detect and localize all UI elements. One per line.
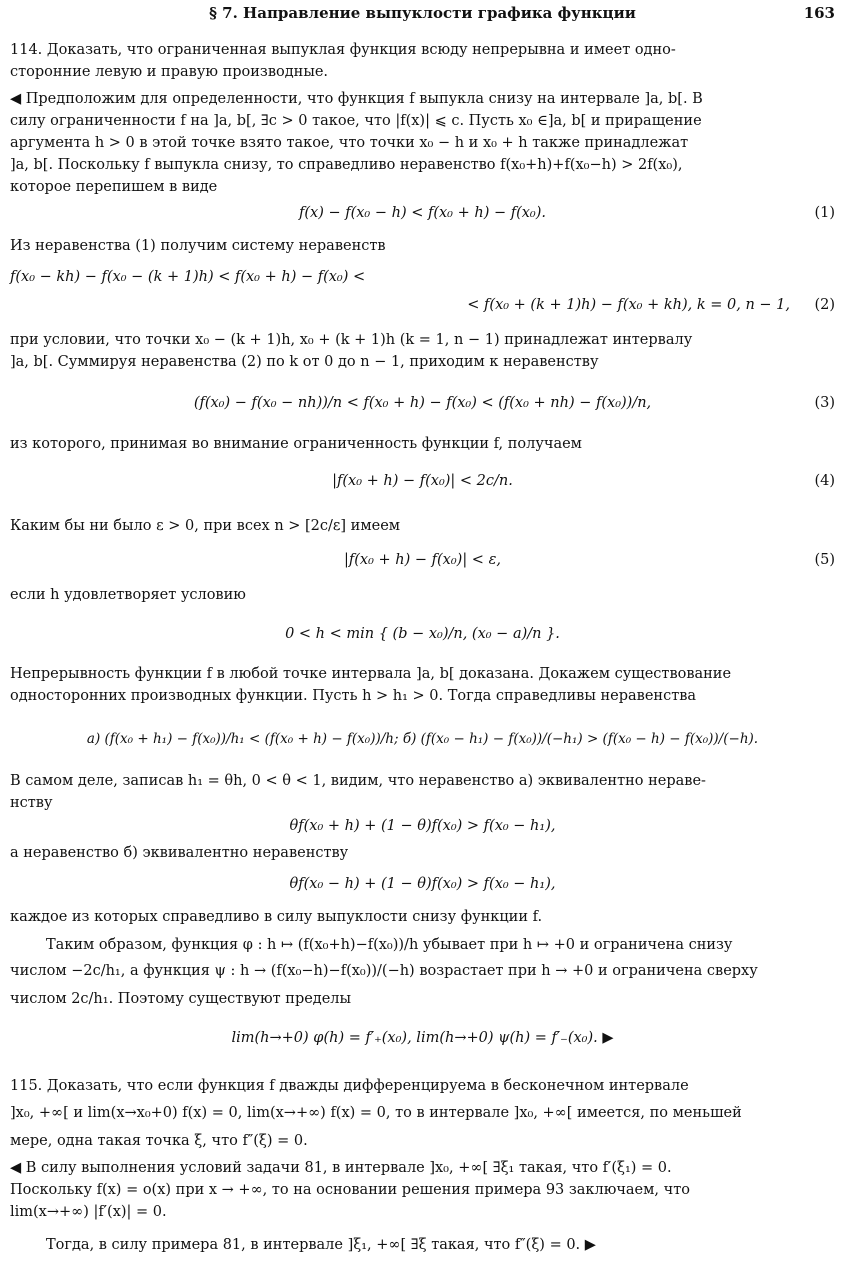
running-header — [10, 4, 835, 26]
text-line: нству — [10, 795, 53, 811]
text-line: Тогда, в силу примера 81, в интервале ]ξ₁, +∞[ ∃ξ такая, что f″(ξ) = 0. ▶ — [46, 1237, 596, 1253]
equation-formula: (f(x₀) − f(x₀ − nh))/n < f(x₀ + h) − f(x₀) < (f(x₀ + nh) − f(x₀))/n, — [193, 395, 652, 411]
text-line: из которого, принимая во внимание ограниченность функции f, получаем — [10, 436, 582, 452]
text-line: которое перепишем в виде — [10, 179, 218, 195]
equation-formula: < f(x₀ + (k + 1)h) − f(x₀ + kh), k = 0, n − 1, — [467, 297, 790, 313]
equation-formula: θf(x₀ + h) + (1 − θ)f(x₀) > f(x₀ − h₁), — [289, 818, 556, 834]
text-line: силу ограниченности f на ]a, b[, ∃c > 0 такое, что |f(x)| ⩽ c. Пусть x₀ ∈]a, b[ и приращение — [10, 113, 702, 129]
text-line: каждое из которых справедливо в силу выпуклости снизу функции f. — [10, 909, 543, 925]
text-line: сторонние левую и правую производные. — [10, 64, 329, 80]
problem-114-statement: 114. Доказать, что ограниченная выпуклая функция всюду непрерывна и имеет одно- — [10, 42, 676, 58]
equation-number: (4) — [814, 473, 835, 489]
equation-formula: |f(x₀ + h) − f(x₀)| < 2c/n. — [332, 473, 513, 489]
text-line: а неравенство б) эквивалентно неравенству — [10, 845, 349, 861]
section-title: § 7. Направление выпуклости графика функции — [209, 4, 636, 22]
equation-formula: f(x₀ − kh) − f(x₀ − (k + 1)h) < f(x₀ + h) − f(x₀) < — [10, 269, 366, 285]
text-line: Непрерывность функции f в любой точке интервала ]a, b[ доказана. Докажем существование — [10, 666, 732, 682]
equation-formula: |f(x₀ + h) − f(x₀)| < ε, — [344, 552, 501, 568]
text-line: односторонних производных функции. Пусть h > h₁ > 0. Тогда справедливы неравенства — [10, 688, 697, 704]
text-line: Из неравенства (1) получим систему неравенств — [10, 238, 386, 254]
equation-formula: а) (f(x₀ + h₁) − f(x₀))/h₁ < (f(x₀ + h) − f(x₀))/h; б) (f(x₀ − h₁) − f(x₀))/(−h₁) > (f(x₀ − h) − f(x₀))/(−h). — [86, 731, 759, 747]
text-line: аргумента h > 0 в этой точке взято такое, что точки x₀ − h и x₀ + h также принадлежат — [10, 135, 689, 151]
text-line: числом −2c/h₁, а функция ψ : h → (f(x₀−h)−f(x₀))/(−h) возрастает при h → +0 и ограничена сверху — [10, 963, 758, 979]
text-line: Каким бы ни было ε > 0, при всех n > [2c/ε] имеем — [10, 518, 401, 534]
text-line: lim(x→+∞) |f′(x)| = 0. — [10, 1204, 167, 1220]
equation-number: (5) — [814, 552, 835, 568]
text-line: Поскольку f(x) = o(x) при x → +∞, то на основании решения примера 93 заключаем, что — [10, 1182, 690, 1198]
text-line: ]a, b[. Суммируя неравенства (2) по k от 0 до n − 1, приходим к неравенству — [10, 354, 599, 370]
text-line: Таким образом, функция φ : h ↦ (f(x₀+h)−f(x₀))/h убывает при h ↦ +0 и ограничена снизу — [46, 937, 733, 953]
equation-number: (3) — [814, 395, 835, 411]
text-line: В самом деле, записав h₁ = θh, 0 < θ < 1, видим, что неравенство а) эквивалентно нераве- — [10, 773, 706, 789]
page-number: 163 — [803, 4, 835, 22]
solution-start: ◀ В силу выполнения условий задачи 81, в интервале ]x₀, +∞[ ∃ξ₁ такая, что f′(ξ₁) = 0. — [10, 1160, 672, 1176]
text-line: ]a, b[. Поскольку f выпукла снизу, то справедливо неравенство f(x₀+h)+f(x₀−h) > 2f(x₀), — [10, 157, 683, 173]
text-line: мере, одна такая точка ξ, что f″(ξ) = 0. — [10, 1133, 308, 1149]
equation-number: (1) — [814, 205, 835, 221]
text-line: числом 2c/h₁. Поэтому существуют пределы — [10, 991, 352, 1007]
solution-start: ◀ Предположим для определенности, что функция f выпукла снизу на интервале ]a, b[. В — [10, 91, 703, 107]
equation-formula: 0 < h < min { (b − x₀)/n, (x₀ − a)/n }. — [285, 626, 560, 642]
text-line: ]x₀, +∞[ и lim(x→x₀+0) f(x) = 0, lim(x→+∞) f(x) = 0, то в интервале ]x₀, +∞[ имеется, по меньшей — [10, 1105, 742, 1121]
equation-number: (2) — [814, 297, 835, 313]
text-line: при условии, что точки x₀ − (k + 1)h, x₀ + (k + 1)h (k = 1, n − 1) принадлежат интервалу — [10, 332, 693, 348]
equation-formula: θf(x₀ − h) + (1 − θ)f(x₀) > f(x₀ − h₁), — [289, 876, 556, 892]
equation-formula: f(x) − f(x₀ − h) < f(x₀ + h) − f(x₀). — [299, 205, 546, 221]
equation-formula: lim(h→+0) φ(h) = f′₊(x₀), lim(h→+0) ψ(h) = f′₋(x₀). ▶ — [231, 1030, 614, 1046]
text-line: если h удовлетворяет условию — [10, 587, 246, 603]
problem-115-statement: 115. Доказать, что если функция f дважды дифференцируема в бесконечном интервале — [10, 1078, 689, 1094]
